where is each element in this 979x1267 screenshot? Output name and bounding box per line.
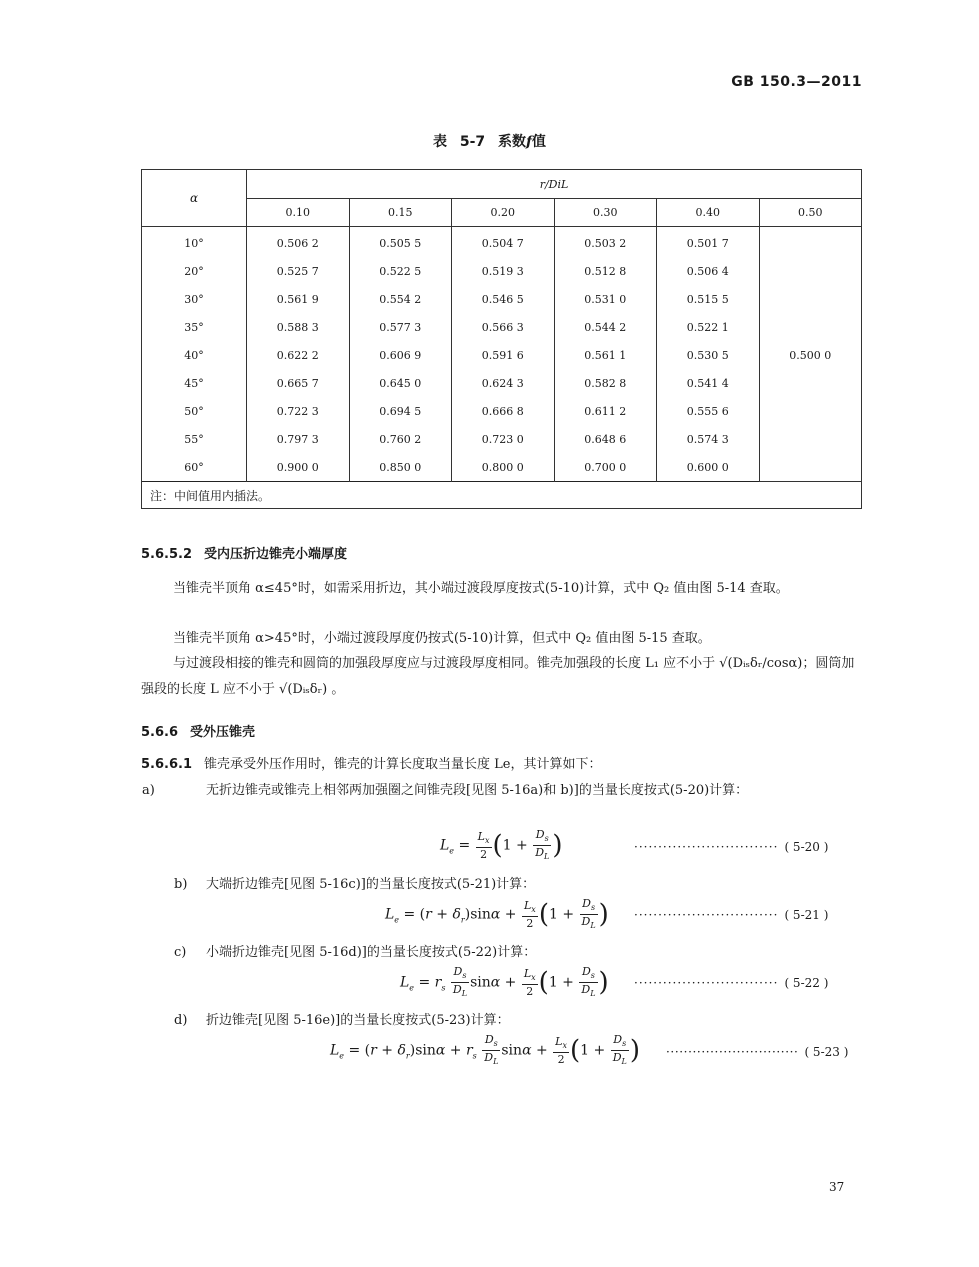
value-cell: 0.800 0: [452, 453, 555, 482]
table-row: [142, 397, 862, 425]
merged-value-cell: 0.500 0: [759, 227, 862, 482]
value-cell: 0.665 7: [247, 369, 350, 397]
table-row: [142, 285, 862, 313]
table-row: [142, 257, 862, 285]
value-cell: 0.591 6: [452, 341, 555, 369]
value-cell: 0.574 3: [657, 425, 760, 453]
angle-cell: 55°: [142, 425, 247, 453]
value-cell: 0.555 6: [657, 397, 760, 425]
value-cell: 0.531 0: [554, 285, 657, 313]
value-cell: 0.588 3: [247, 313, 350, 341]
value-cell: 0.797 3: [247, 425, 350, 453]
table-note: 注：中间值用内插法。: [142, 482, 862, 509]
value-cell: 0.582 8: [554, 369, 657, 397]
value-cell: 0.512 8: [554, 257, 657, 285]
value-cell: 0.850 0: [349, 453, 452, 482]
value-cell: 0.522 5: [349, 257, 452, 285]
value-cell: 0.541 4: [657, 369, 760, 397]
item-b: b) 大端折边锥壳[见图 5-16c)]的当量长度按式(5-21)计算：: [174, 877, 536, 892]
column-header-row: [142, 199, 862, 227]
angle-cell: 30°: [142, 285, 247, 313]
item-d: d) 折边锥壳[见图 5-16e)]的当量长度按式(5-23)计算：: [174, 1013, 510, 1028]
value-cell: 0.760 2: [349, 425, 452, 453]
table-row: [142, 227, 862, 258]
value-cell: 0.566 3: [452, 313, 555, 341]
column-header: 0.40: [657, 199, 760, 227]
value-cell: 0.606 9: [349, 341, 452, 369]
angle-cell: 45°: [142, 369, 247, 397]
value-cell: 0.501 7: [657, 227, 760, 258]
value-cell: 0.525 7: [247, 257, 350, 285]
value-cell: 0.515 5: [657, 285, 760, 313]
column-header: 0.50: [759, 199, 862, 227]
item-a: a) 无折边锥壳或锥壳上相邻两加强圈之间锥壳段[见图 5-16a)和 b)]的当量长度按式(5-20)计算：: [142, 783, 749, 798]
standard-code: GB 150.3—2011: [731, 74, 862, 90]
angle-cell: 20°: [142, 257, 247, 285]
row-header-alpha: α: [142, 170, 247, 227]
table-row: [142, 313, 862, 341]
equation-number-5-20: ······························ ( 5-20 ): [634, 840, 829, 854]
table-number: 表 5-7: [432, 134, 486, 150]
formula-5-20: $L_e$ = $\frac{L_x}{2}$ (1 + $\frac{D_s}{D_L}$ ): [440, 828, 563, 862]
formula-5-23: $L_e = (r + \delta_r)\sin\alpha + r_s$ $\frac{D_s}{D_L}$ sinα + $\frac{L_x}{2}$ (1 + $\frac{D_s}{D_L}$ ): [330, 1033, 640, 1067]
section-566-heading: 5.6.6 受外压锥壳: [141, 725, 256, 740]
column-header: 0.20: [452, 199, 555, 227]
formula-5-22: $L_e = r_s$ $\frac{D_s}{D_L}$ sinα + $\frac{L_x}{2}$ (1 + $\frac{D_s}{D_L}$ ): [400, 965, 609, 999]
value-cell: 0.700 0: [554, 453, 657, 482]
value-cell: 0.900 0: [247, 453, 350, 482]
value-cell: 0.600 0: [657, 453, 760, 482]
table-title-symbol: f: [526, 134, 533, 150]
angle-cell: 40°: [142, 341, 247, 369]
value-cell: 0.624 3: [452, 369, 555, 397]
value-cell: 0.694 5: [349, 397, 452, 425]
value-cell: 0.723 0: [452, 425, 555, 453]
value-cell: 0.645 0: [349, 369, 452, 397]
value-cell: 0.611 2: [554, 397, 657, 425]
value-cell: 0.561 9: [247, 285, 350, 313]
table-title-text: 系数: [498, 134, 526, 150]
formula-5-21: $L_e = (r + \delta_r)\sin\alpha$ + $\frac{L_x}{2}$ (1 + $\frac{D_s}{D_L}$ ): [385, 897, 609, 931]
value-cell: 0.648 6: [554, 425, 657, 453]
value-cell: 0.577 3: [349, 313, 452, 341]
group-header: r/DiL: [247, 170, 862, 199]
paragraph-small-end-2: 当锥壳半顶角 α>45°时，小端过渡段厚度仍按式(5-10)计算，但式中 Q₂ 值由图 5-15 查取。: [173, 631, 711, 646]
section-5652-heading: 5.6.5.2 受内压折边锥壳小端厚度: [141, 547, 348, 562]
table-title-suffix: 值: [532, 134, 547, 150]
column-header: 0.15: [349, 199, 452, 227]
value-cell: 0.666 8: [452, 397, 555, 425]
table-row: [142, 425, 862, 453]
value-cell: 0.522 1: [657, 313, 760, 341]
value-cell: 0.722 3: [247, 397, 350, 425]
value-cell: 0.622 2: [247, 341, 350, 369]
angle-cell: 50°: [142, 397, 247, 425]
section-5661-intro: 5.6.6.1 锥壳承受外压作用时，锥壳的计算长度取当量长度 Le，其计算如下：: [141, 757, 602, 772]
table-row: [142, 453, 862, 482]
value-cell: 0.530 5: [657, 341, 760, 369]
value-cell: 0.546 5: [452, 285, 555, 313]
value-cell: 0.554 2: [349, 285, 452, 313]
paragraph-small-end-1: 当锥壳半顶角 α≤45°时，如需采用折边，其小端过渡段厚度按式(5-10)计算，式中 Q₂ 值由图 5-14 查取。: [173, 581, 789, 596]
angle-cell: 60°: [142, 453, 247, 482]
angle-cell: 10°: [142, 227, 247, 258]
table-row: [142, 341, 862, 369]
equation-number-5-21: ······························ ( 5-21 ): [634, 908, 829, 922]
angle-cell: 35°: [142, 313, 247, 341]
paragraph-reinforcement: 与过渡段相接的锥壳和圆筒的加强段厚度应与过渡段厚度相同。锥壳加强段的长度 L₁ 应不小于 √(Dᵢₛδᵣ/cosα)；圆筒加强段的长度 L 应不小于 √(Dᵢₛδᵣ) 。: [141, 656, 855, 697]
value-cell: 0.506 2: [247, 227, 350, 258]
column-header: 0.30: [554, 199, 657, 227]
column-header: 0.10: [247, 199, 350, 227]
coefficient-table: [141, 169, 862, 509]
table-title: [0, 131, 979, 151]
value-cell: 0.561 1: [554, 341, 657, 369]
table-row: [142, 369, 862, 397]
value-cell: 0.503 2: [554, 227, 657, 258]
value-cell: 0.519 3: [452, 257, 555, 285]
value-cell: 0.506 4: [657, 257, 760, 285]
value-cell: 0.544 2: [554, 313, 657, 341]
equation-number-5-23: ······························ ( 5-23 ): [666, 1045, 849, 1059]
page-number: 37: [829, 1180, 845, 1194]
item-c: c) 小端折边锥壳[见图 5-16d)]的当量长度按式(5-22)计算：: [174, 945, 537, 960]
value-cell: 0.505 5: [349, 227, 452, 258]
value-cell: 0.504 7: [452, 227, 555, 258]
equation-number-5-22: ······························ ( 5-22 ): [634, 976, 829, 990]
